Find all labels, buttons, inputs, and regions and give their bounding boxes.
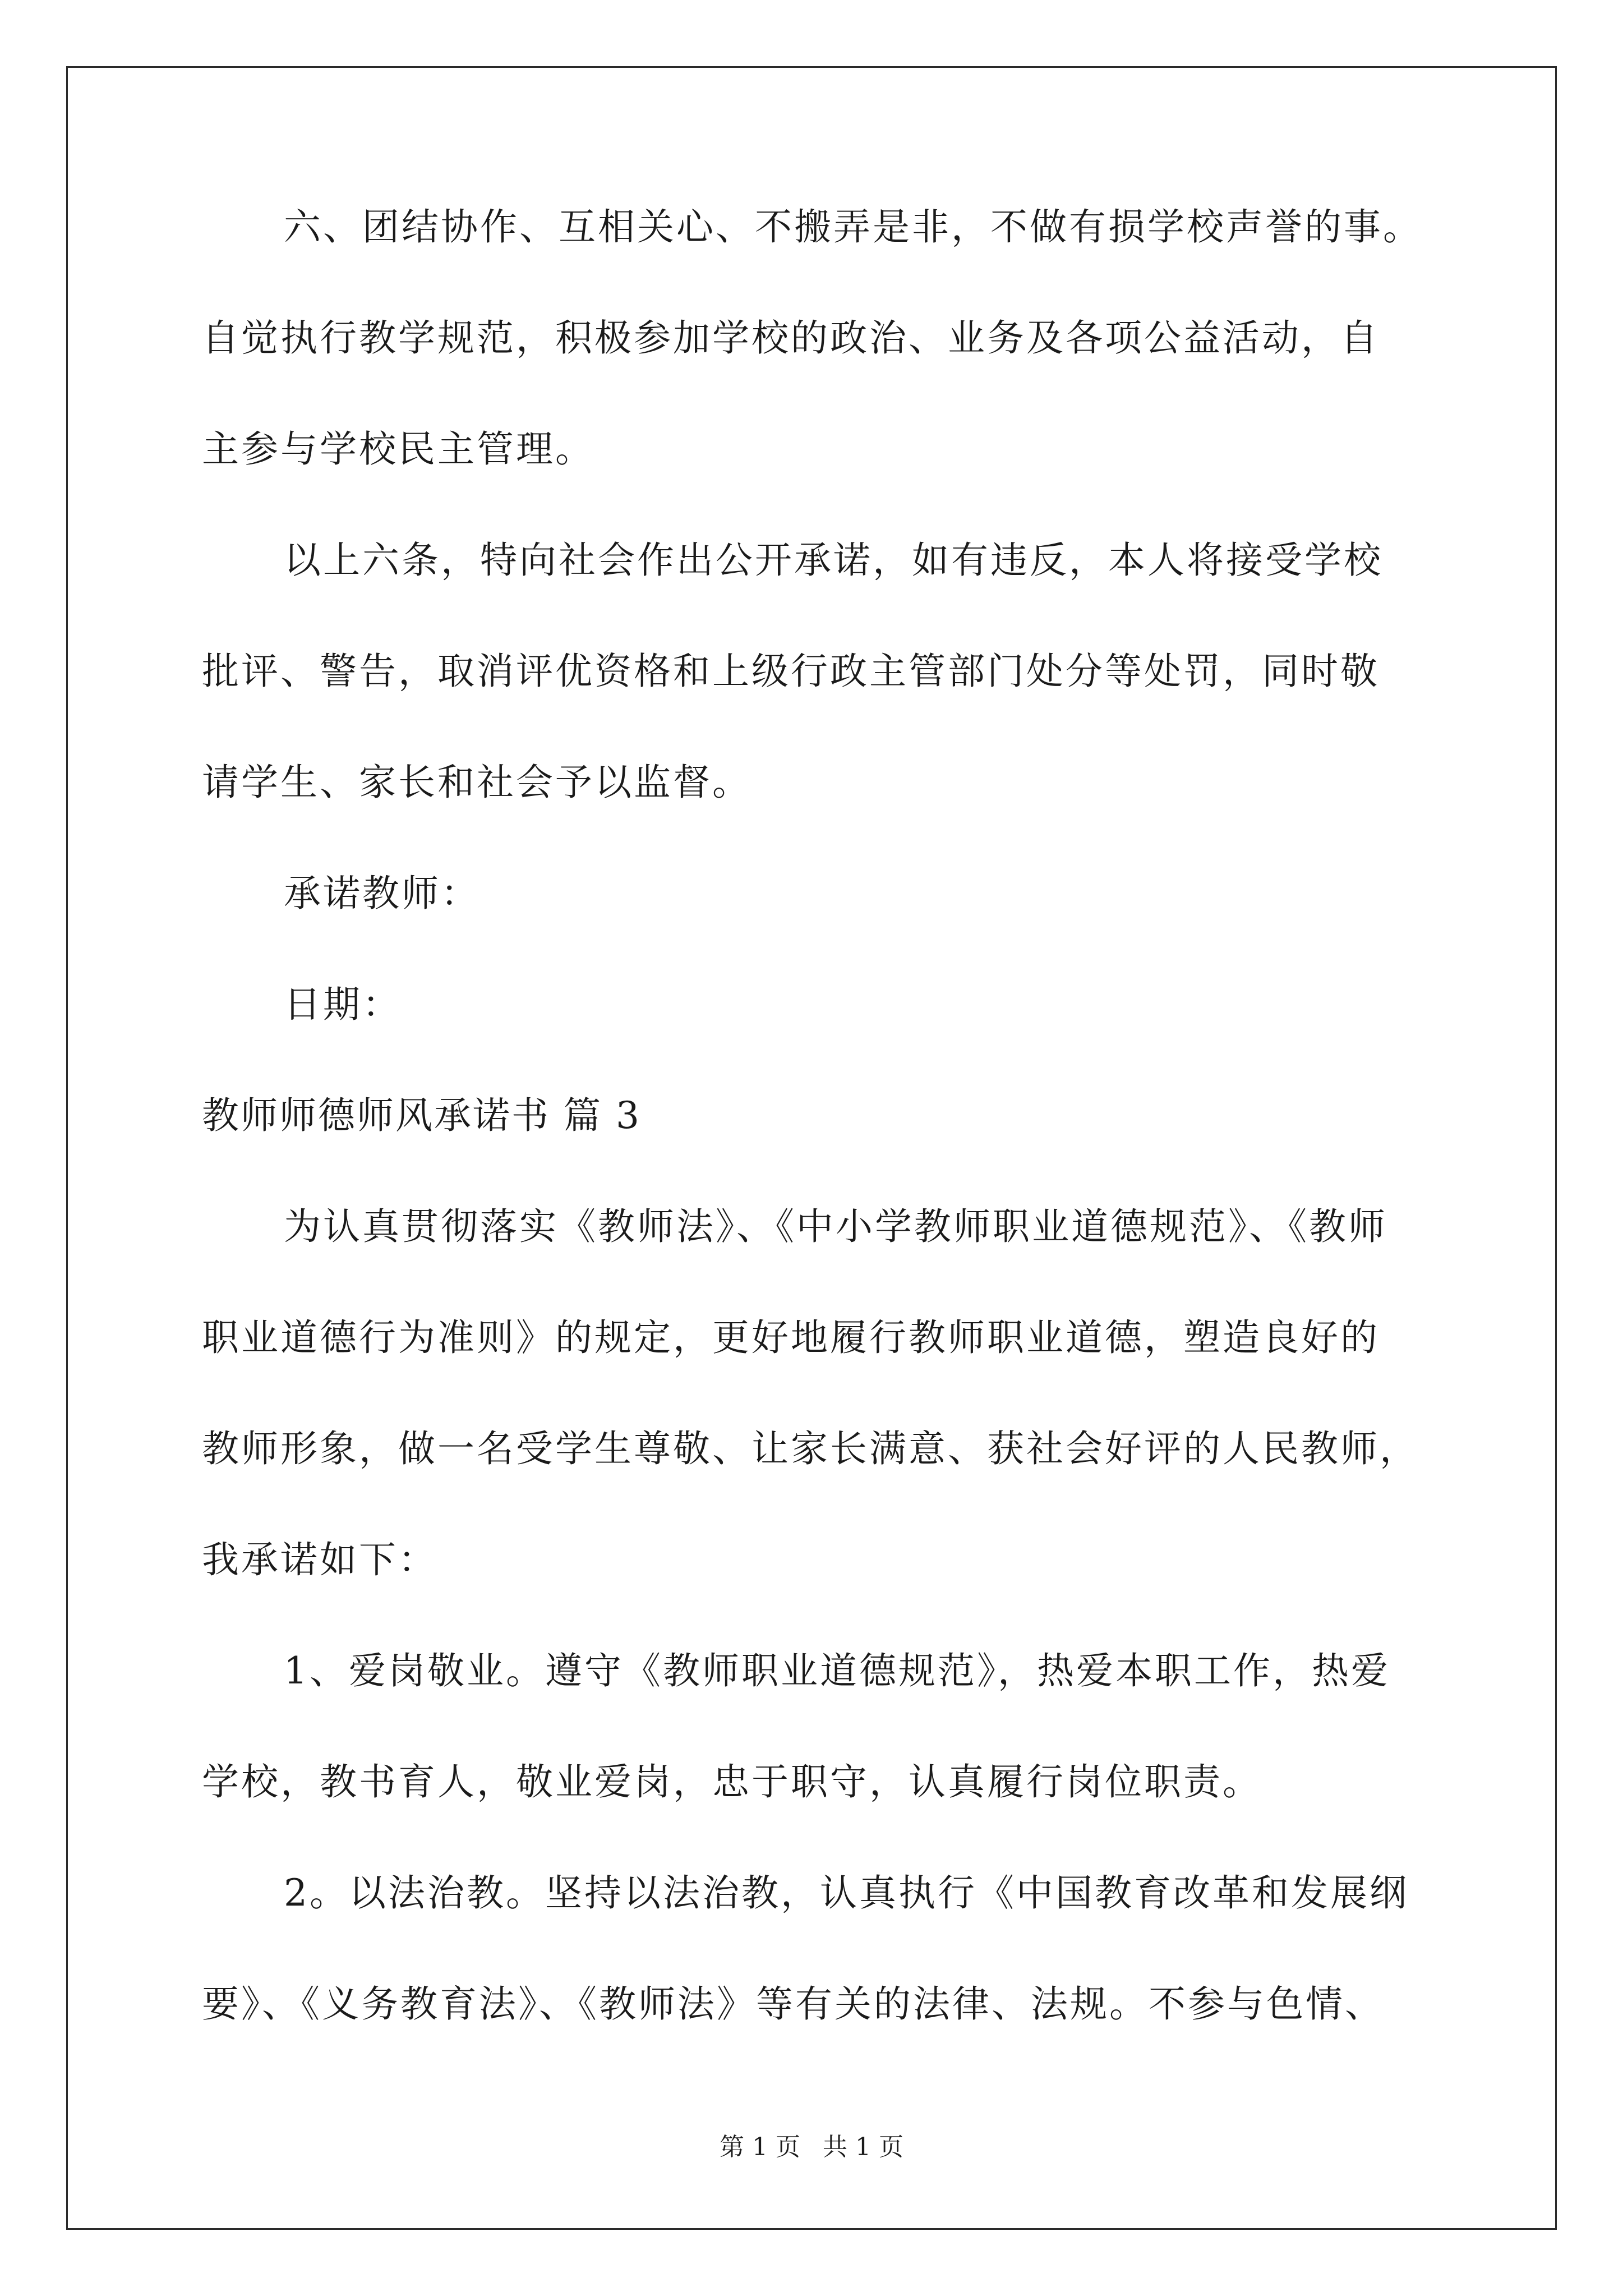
text-line: 要》、《义务教育法》、《教师法》等有关的法律、法规。不参与色情、 (202, 1982, 1384, 2026)
date-label: 日期： (284, 983, 402, 1026)
page-number: 第 1 页 (720, 2133, 800, 2161)
text-line: 我承诺如下： (202, 1538, 437, 1581)
text-line: 批评、警告，取消评优资格和上级行政主管部门处分等处罚，同时敬 (202, 650, 1380, 693)
text-line: 主参与学校民主管理。 (202, 427, 594, 471)
text-line: 六、团结协作、互相关心、不搬弄是非，不做有损学校声誉的事。 (284, 205, 1422, 249)
document-body (202, 205, 1442, 2026)
section-title: 教师师德师风承诺书 篇 3 (202, 1094, 641, 1137)
text-line: 请学生、家长和社会予以监督。 (202, 761, 751, 804)
signature-label: 承诺教师： (284, 872, 480, 915)
text-line: 以上六条，特向社会作出公开承诺，如有违反，本人将接受学校 (284, 539, 1383, 582)
page-footer (0, 2135, 1623, 2160)
text-line: 学校，教书育人，敬业爱岗，忠于职守，认真履行岗位职责。 (202, 1760, 1262, 1803)
text-line: 教师形象，做一名受学生尊敬、让家长满意、获社会好评的人民教师， (202, 1427, 1419, 1470)
text-line: 为认真贯彻落实《教师法》、《中小学教师职业道德规范》、《教师 (284, 1205, 1387, 1248)
text-line: 职业道德行为准则》的规定，更好地履行教师职业道德，塑造良好的 (202, 1316, 1380, 1359)
text-line: 1、爱岗敬业。遵守《教师职业道德规范》，热爱本职工作，热爱 (284, 1649, 1390, 1692)
text-line: 自觉执行教学规范，积极参加学校的政治、业务及各项公益活动，自 (202, 316, 1380, 360)
page-total: 共 1 页 (823, 2133, 903, 2161)
text-line: 2。以法治教。坚持以法治教，认真执行《中国教育改革和发展纲 (284, 1871, 1409, 1915)
